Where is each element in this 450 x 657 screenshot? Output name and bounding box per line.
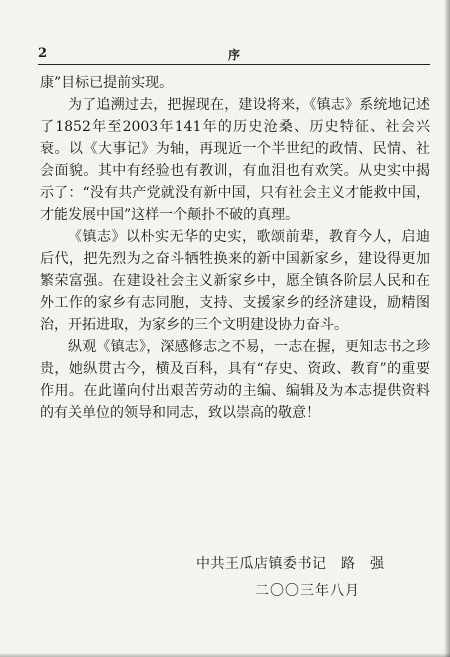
header-divider: [38, 64, 430, 65]
paragraph: 为了追溯过去，把握现在，建设将来，《镇志》系统地记述了1852年至2003年141年的历史沧桑、历史特征、社会兴衰。以《大事记》为轴，再现近一个半世纪的政情、民情、社会面貌。其中有经验也有教训，有血泪也有欢笑。从史实中揭示了：“没有共产党就没有新中国，只有社会主义才能救中国，才能发展中国”这样一个颠扑不破的真理。: [40, 97, 430, 223]
running-title: 序: [227, 48, 240, 62]
page-header: [38, 44, 430, 64]
page-number: 2: [38, 46, 48, 61]
page-edge-shadow: [444, 0, 450, 657]
paragraph-continuation: 康”目标已提前实现。: [40, 75, 174, 91]
date-line: 二〇〇三年八月: [255, 583, 360, 599]
paragraph: 纵观《镇志》，深感修志之不易，一志在握，更知志书之珍贵，她纵贯古今，横及百科，具有“存史、资政、教育”的重要作用。在此谨向付出艰苦劳动的主编、编辑及为本志提供资料的有关单位的领导和同志，致以崇高的敬意！: [40, 339, 430, 421]
page-bottom-shadow: [0, 653, 450, 657]
paragraph: 《镇志》以朴实无华的史实，歌颂前辈，教育今人，启迪后代，把先烈为之奋斗牺牲换来的新中国新家乡，建设得更加繁荣富强。在建设社会主义新家乡中，愿全镇各阶层人民和在外工作的家乡有志同胞，支持、支援家乡的经济建设，励精图治，开拓进取，为家乡的三个文明建设协力奋斗。: [40, 229, 430, 333]
author-signature: 中共王瓜店镇委书记 路 强: [196, 556, 385, 572]
preface-body: [40, 72, 430, 424]
